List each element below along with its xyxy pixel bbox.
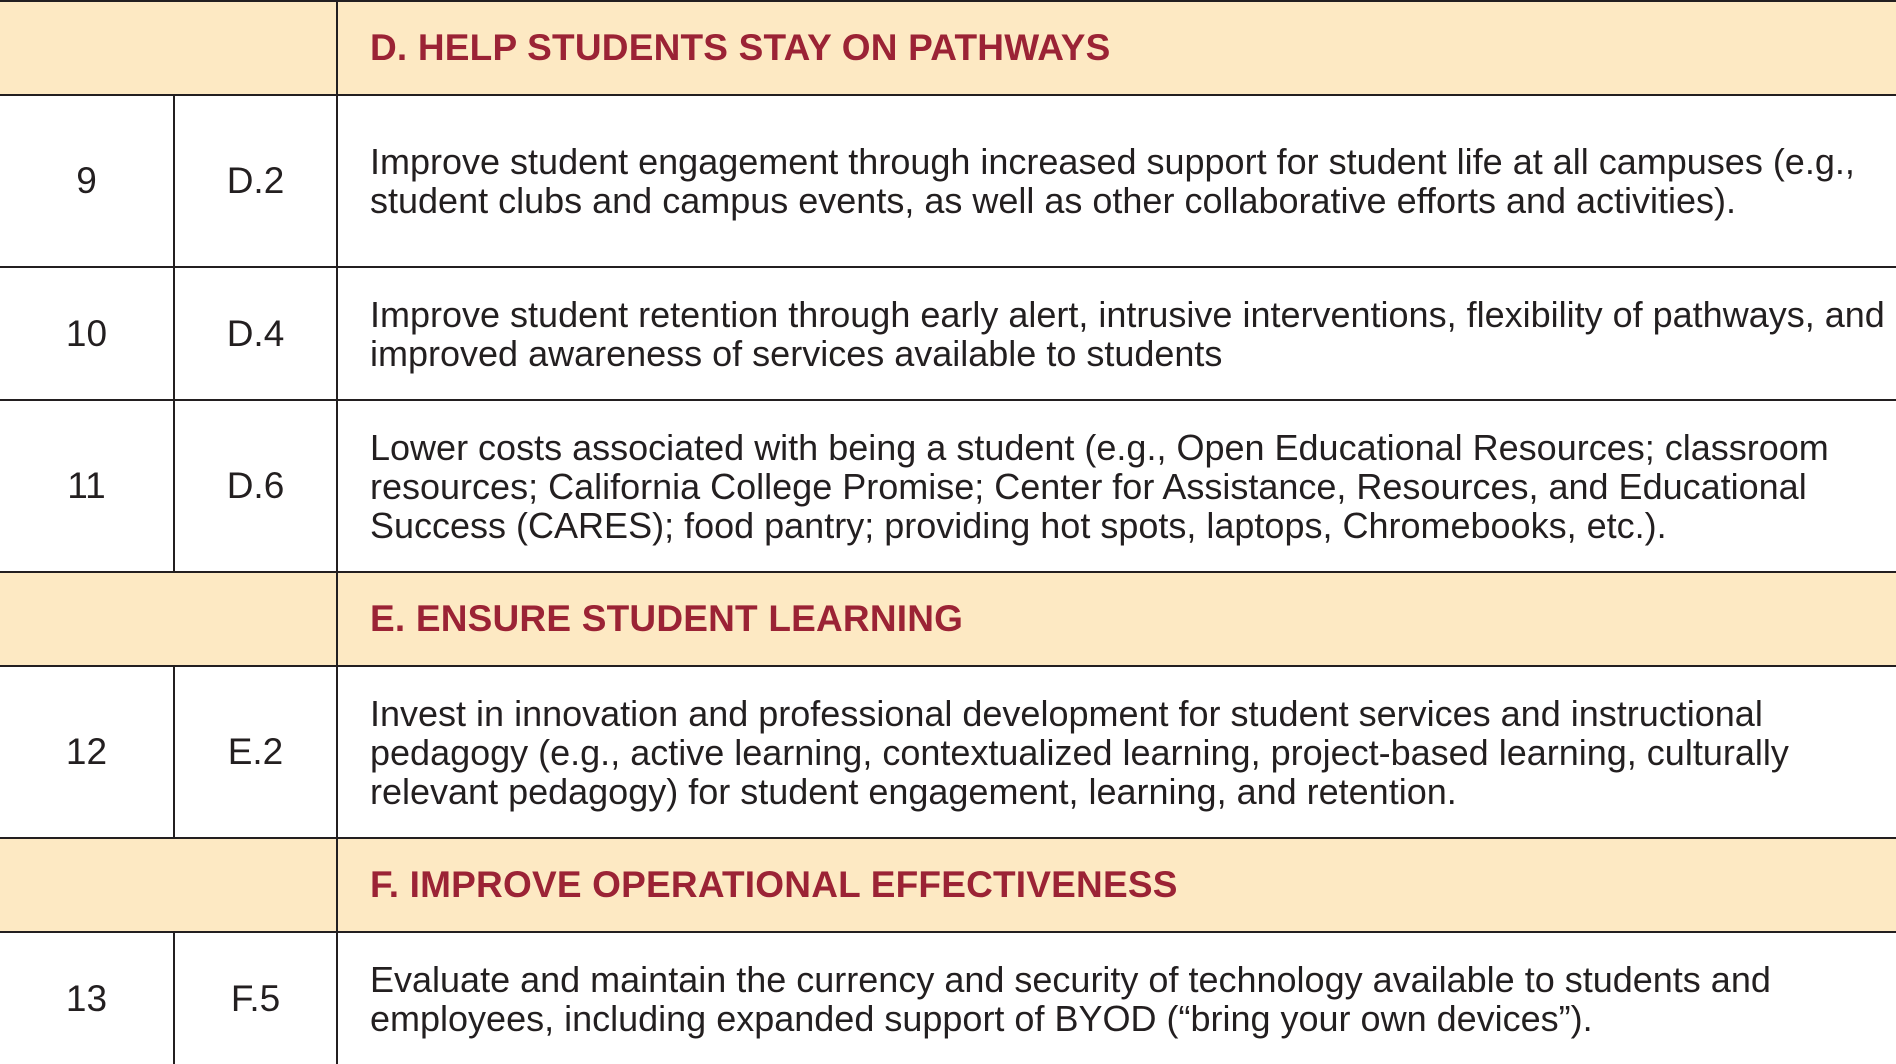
row-number: 11: [0, 401, 175, 571]
row-description-text: Lower costs associated with being a student (e.g., Open Educational Resources; classroom resources; California College Promise; Center for Assistance, Resources, and Educational Success (CARES); food pantry; providing hot spots, laptops, Chromebooks, etc.).: [370, 426, 1829, 546]
section-heading: D. HELP STUDENTS STAY ON PATHWAYS: [370, 27, 1111, 68]
section-header-e: [0, 573, 1896, 667]
row-description: [370, 933, 1896, 1064]
row-description-text: Improve student engagement through increased support for student life at all campuses (e.g., student clubs and campus events, as well as other collaborative efforts and activities).: [370, 141, 1855, 221]
row-code: F.5: [175, 933, 338, 1064]
section-header-d: [0, 2, 1896, 96]
row-description: [370, 96, 1896, 266]
row-code: D.2: [175, 96, 338, 266]
row-number: 12: [0, 667, 175, 837]
row-number: 13: [0, 933, 175, 1064]
section-heading: E. ENSURE STUDENT LEARNING: [370, 598, 964, 639]
section-header-spacer: [0, 839, 338, 931]
row-description: [370, 401, 1896, 571]
row-code: E.2: [175, 667, 338, 837]
row-code: D.4: [175, 268, 338, 399]
table-row: [0, 268, 1896, 401]
table-row: [0, 667, 1896, 839]
row-description: [370, 268, 1896, 399]
row-number: 9: [0, 96, 175, 266]
table-row: [0, 96, 1896, 268]
row-number: 10: [0, 268, 175, 399]
section-header-spacer: [0, 573, 338, 665]
section-header-spacer: [0, 2, 338, 94]
section-heading: F. IMPROVE OPERATIONAL EFFECTIVENESS: [370, 864, 1178, 905]
table-row: [0, 933, 1896, 1064]
row-description-text: Evaluate and maintain the currency and security of technology available to students and employees, including expanded support of BYOD (“bring your own devices”).: [370, 958, 1771, 1039]
row-description: [370, 667, 1896, 837]
section-header-f: [0, 839, 1896, 933]
row-description-text: Improve student retention through early alert, intrusive interventions, flexibility of pathways, and improved awareness of services available to students: [370, 293, 1885, 374]
row-description-text: Invest in innovation and professional development for student services and instructional pedagogy (e.g., active learning, contextualized learning, project-based learning, culturally relevant pedagogy) for student engagement, learning, and retention.: [370, 692, 1789, 812]
table-row: [0, 401, 1896, 573]
row-code: D.6: [175, 401, 338, 571]
